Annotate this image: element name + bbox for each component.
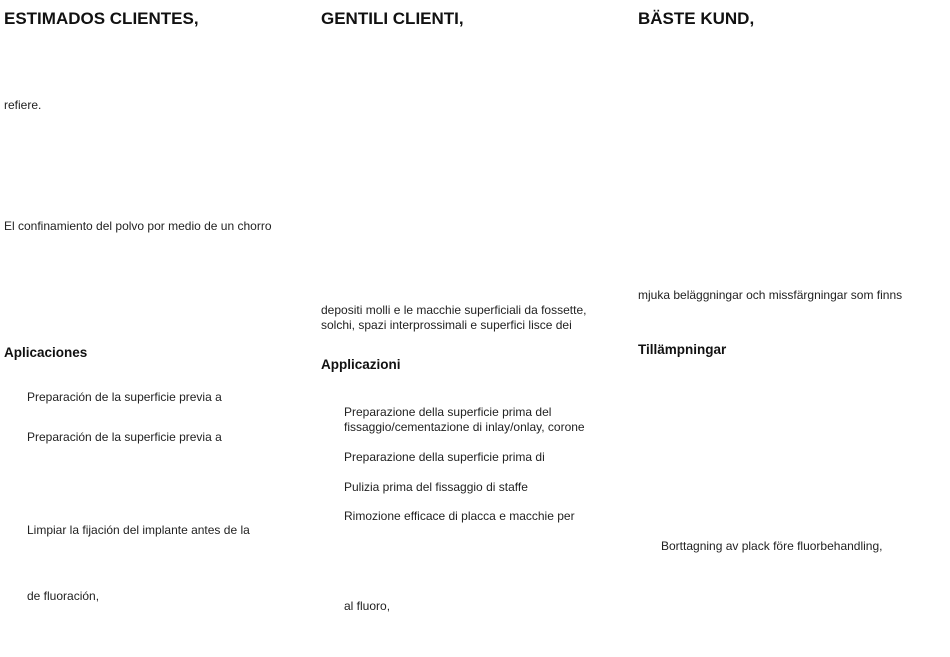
heading-it: GENTILI CLIENTI, xyxy=(321,9,464,28)
list-item-es-4: de fluoración, xyxy=(27,589,100,603)
list-item-it-1-cont: fissaggio/cementazione di inlay/onlay, corone xyxy=(344,420,585,434)
list-item-sv-1: Borttagning av plack före fluorbehandling, xyxy=(661,539,883,553)
paragraph-it-line2: solchi, spazi interprossimali e superfici lisce dei xyxy=(321,318,572,332)
list-item-it-1: Preparazione della superficie prima del xyxy=(344,405,552,419)
intro-text-es: refiere. xyxy=(4,98,42,112)
list-item-es-2: Preparación de la superficie previa a xyxy=(27,430,222,444)
section-title-it: Applicazioni xyxy=(321,357,401,372)
heading-es: ESTIMADOS CLIENTES, xyxy=(4,9,199,28)
section-title-es: Aplicaciones xyxy=(4,345,88,360)
list-item-it-4: Rimozione efficace di placca e macchie per xyxy=(344,509,575,523)
list-item-es-3: Limpiar la fijación del implante antes de la xyxy=(27,523,250,537)
paragraph-sv: mjuka beläggningar och missfärgningar som finns xyxy=(638,288,903,302)
list-item-it-5: al fluoro, xyxy=(344,599,391,613)
paragraph-it-line1: depositi molli e le macchie superficiali da fossette, xyxy=(321,303,587,317)
list-item-it-2: Preparazione della superficie prima di xyxy=(344,450,545,464)
heading-sv: BÄSTE KUND, xyxy=(638,9,755,28)
section-title-sv: Tillämpningar xyxy=(638,342,727,357)
paragraph-es: El confinamiento del polvo por medio de un chorro xyxy=(4,219,272,233)
list-item-es-1: Preparación de la superficie previa a xyxy=(27,390,222,404)
list-item-it-3: Pulizia prima del fissaggio di staffe xyxy=(344,480,528,494)
